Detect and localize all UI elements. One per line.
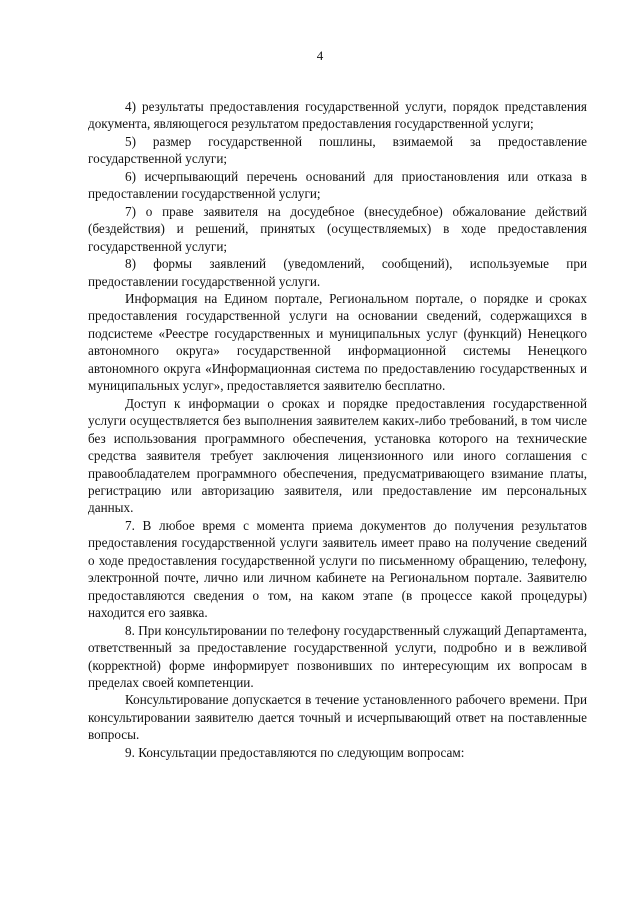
paragraph-item-4-results: 4) результаты предоставления государственной услуги, порядок представления документа, являющегося результатом предоставления государственной услуги; bbox=[88, 99, 587, 132]
paragraph-item-5-fee: 5) размер государственной пошлины, взимаемой за предоставление государственной услуги; bbox=[88, 133, 587, 167]
page-number: 4 bbox=[316, 48, 324, 63]
paragraph-access-info: Доступ к информации о сроках и порядке предоставления государственной услуги осуществляется без выполнения заявителем каких-либо требований, в том числе без использования программного обеспечения, установка которого на технические средства заявителя требует заключения лицензионного или иного соглашения с правообладателем программного обеспечения, предусматривающего взимание платы, регистрацию или авторизацию заявителя, или предоставление им персональных данных. bbox=[88, 395, 587, 516]
paragraph-item-7-appeal: 7) о праве заявителя на досудебное (внесудебное) обжалование действий (бездействия) и решений, принятых (осуществляемых) в ходе предоставления государственной услуги; bbox=[88, 203, 587, 254]
document-body bbox=[88, 98, 587, 761]
paragraph-consulting-time: Консультирование допускается в течение установленного рабочего времени. При консультировании заявителю дается точный и исчерпывающий ответ на поставленные вопросы. bbox=[88, 692, 587, 743]
paragraph-item-6-grounds: 6) исчерпывающий перечень оснований для приостановления или отказа в предоставлении государственной услуги; bbox=[88, 168, 587, 202]
paragraph-section-7: 7. В любое время с момента приема документов до получения результатов предоставления государственной услуги заявитель имеет право на получение сведений о ходе предоставления государственной услуги по письменному обращению, телефону, электронной почте, лично или личном кабинете на Региональном портале. Заявителю предоставляются сведения о том, на каком этапе (в процессе какой процедуры) находится его заявка. bbox=[88, 517, 587, 621]
paragraph-section-9: 9. Консультации предоставляются по следующим вопросам: bbox=[125, 744, 465, 760]
paragraph-item-8-forms: 8) формы заявлений (уведомлений, сообщений), используемые при предоставлении государственной услуги. bbox=[88, 256, 587, 289]
paragraph-portal-info: Информация на Едином портале, Региональном портале, о порядке и сроках предоставления государственной услуги на основании сведений, содержащихся в подсистеме «Реестре государственных и муниципальных услуг (функций) Ненецкого автономного округа» государственной информационной системы Ненецкого автономного округа «Информационная система по предоставлению государственных и муниципальных услуг», предоставляется заявителю бесплатно. bbox=[88, 290, 587, 394]
paragraph-section-8: 8. При консультировании по телефону государственный служащий Департамента, ответственный за предоставление государственной услуги, подробно и в вежливой (корректной) форме информирует позвонивших по интересующим их вопросам в пределах своей компетенции. bbox=[88, 622, 587, 690]
